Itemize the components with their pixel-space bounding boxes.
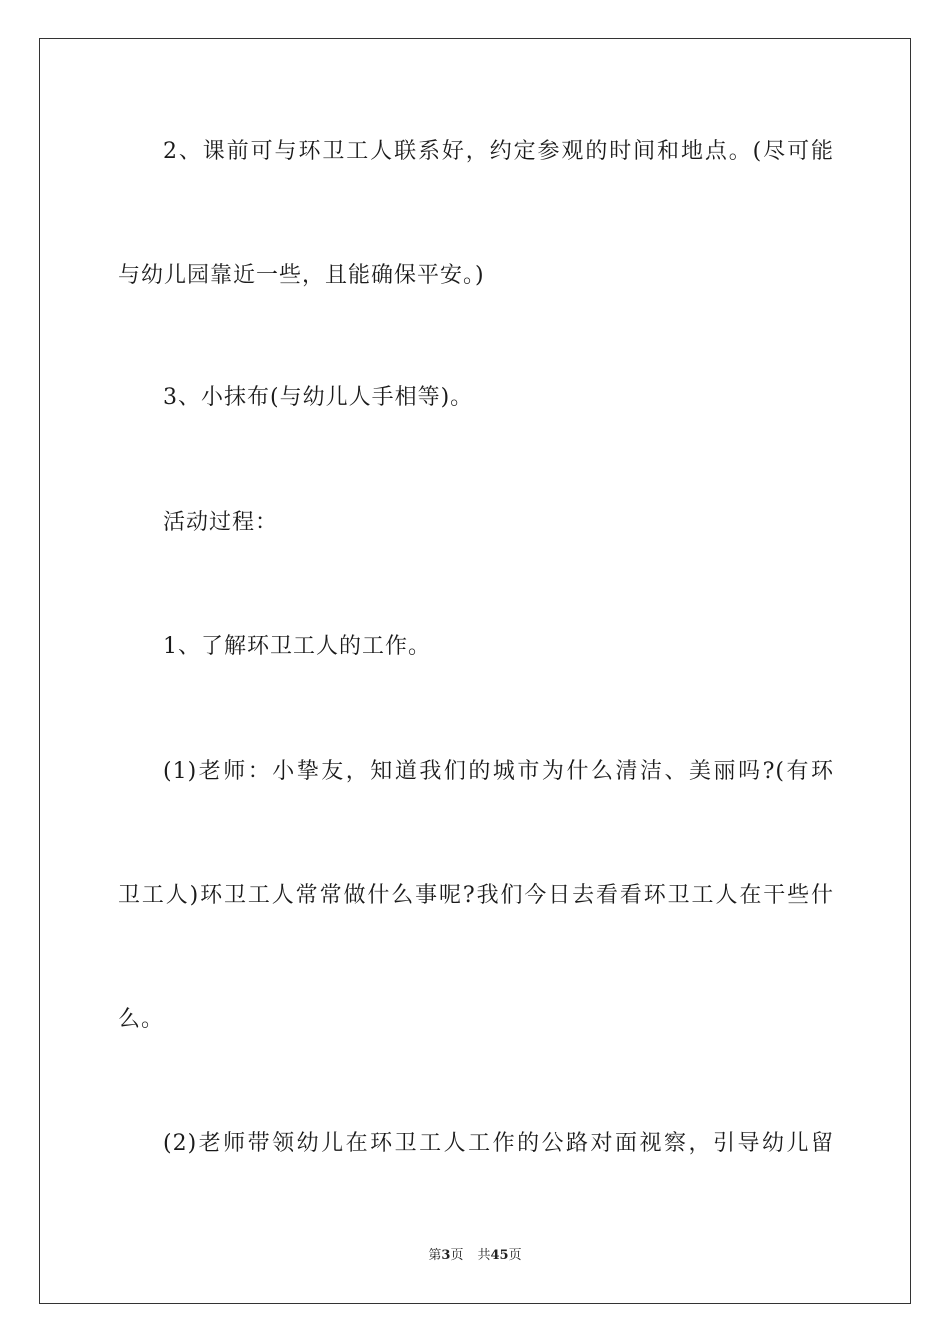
footer-total-prefix: 共	[477, 1248, 491, 1263]
footer-total-suffix: 页	[508, 1248, 522, 1263]
paragraph-line-5: 1、了解环卫工人的工作。	[163, 634, 431, 659]
footer-page-suffix: 页	[450, 1248, 464, 1263]
paragraph-line-2: 与幼儿园靠近一些，且能确保平安。)	[118, 263, 485, 288]
page-frame	[39, 38, 911, 1304]
page-footer	[0, 1247, 950, 1265]
paragraph-line-8: 么。	[118, 1007, 165, 1032]
paragraph-line-7: 卫工人)环卫工人常常做什么事呢?我们今日去看看环卫工人在干些什	[118, 883, 834, 908]
paragraph-line-6: (1)老师：小挚友，知道我们的城市为什么清洁、美丽吗?(有环	[163, 759, 834, 784]
paragraph-line-9: (2)老师带领幼儿在环卫工人工作的公路对面视察，引导幼儿留	[163, 1131, 834, 1156]
footer-page-current: 3	[441, 1248, 451, 1263]
paragraph-line-3: 3、小抹布(与幼儿人手相等)。	[163, 385, 474, 410]
paragraph-line-1: 2、课前可与环卫工人联系好，约定参观的时间和地点。(尽可能	[163, 139, 834, 164]
footer-page-prefix: 第	[428, 1248, 442, 1263]
footer-page-total: 45	[490, 1248, 509, 1263]
section-heading: 活动过程：	[163, 510, 279, 535]
